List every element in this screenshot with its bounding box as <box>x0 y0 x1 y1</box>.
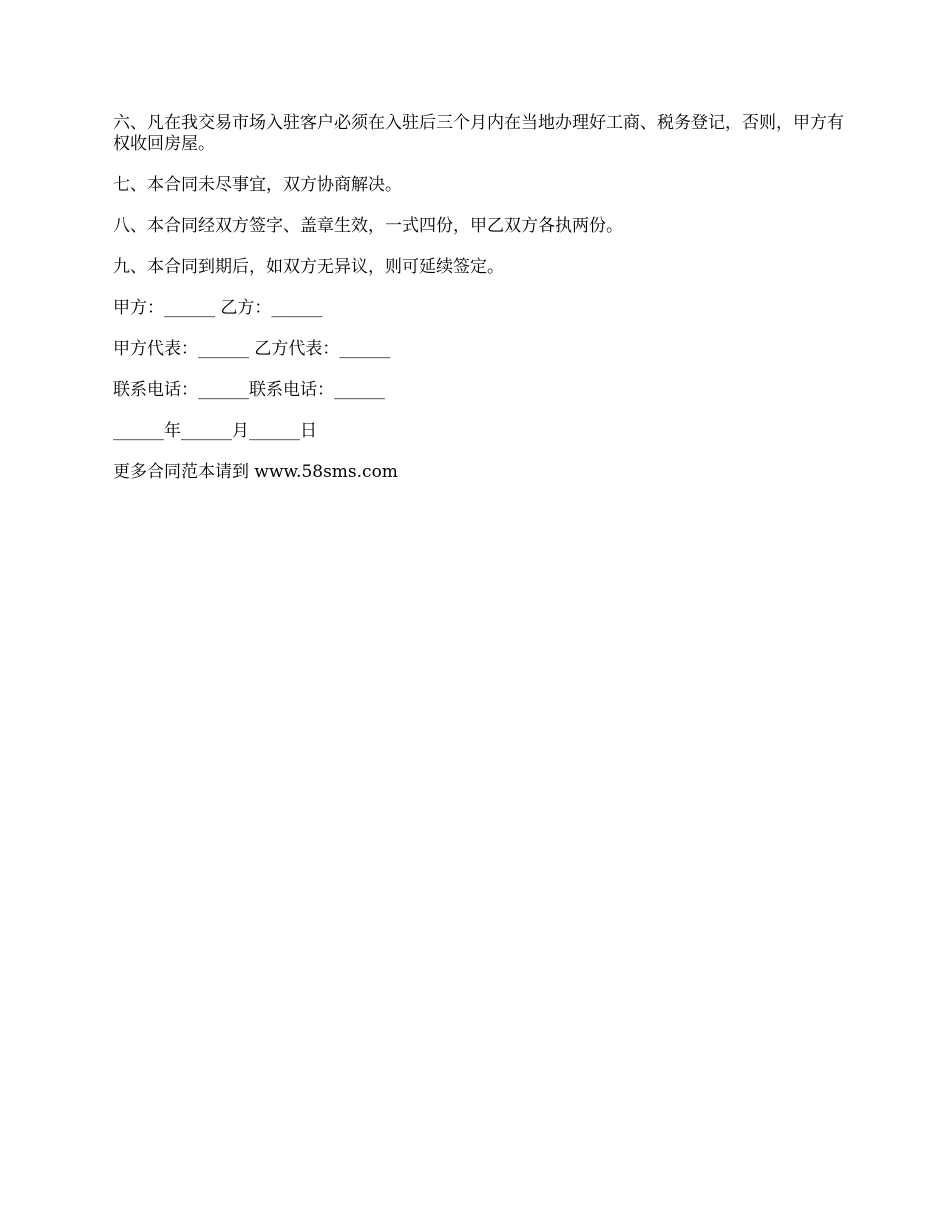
signature-phones: 联系电话：______联系电话：______ <box>113 380 385 400</box>
clause-seven: 七、本合同未尽事宜，双方协商解决。 <box>113 175 402 195</box>
signature-representatives: 甲方代表：______ 乙方代表：______ <box>113 339 391 359</box>
clause-nine: 九、本合同到期后，如双方无异议，则可延续签定。 <box>113 257 504 277</box>
clause-eight: 八、本合同经双方签字、盖章生效，一式四份，甲乙双方各执两份。 <box>113 216 623 236</box>
signature-parties: 甲方：______ 乙方：______ <box>113 298 323 318</box>
clause-six: 六、凡在我交易市场入驻客户必须在入驻后三个月内在当地办理好工商、税务登记，否则，甲方有权收回房屋。 <box>113 113 844 154</box>
signature-date: ______年______月______日 <box>113 421 317 441</box>
footer-note: 更多合同范本请到 www.58sms.com <box>113 462 398 482</box>
document-content <box>113 113 858 503</box>
